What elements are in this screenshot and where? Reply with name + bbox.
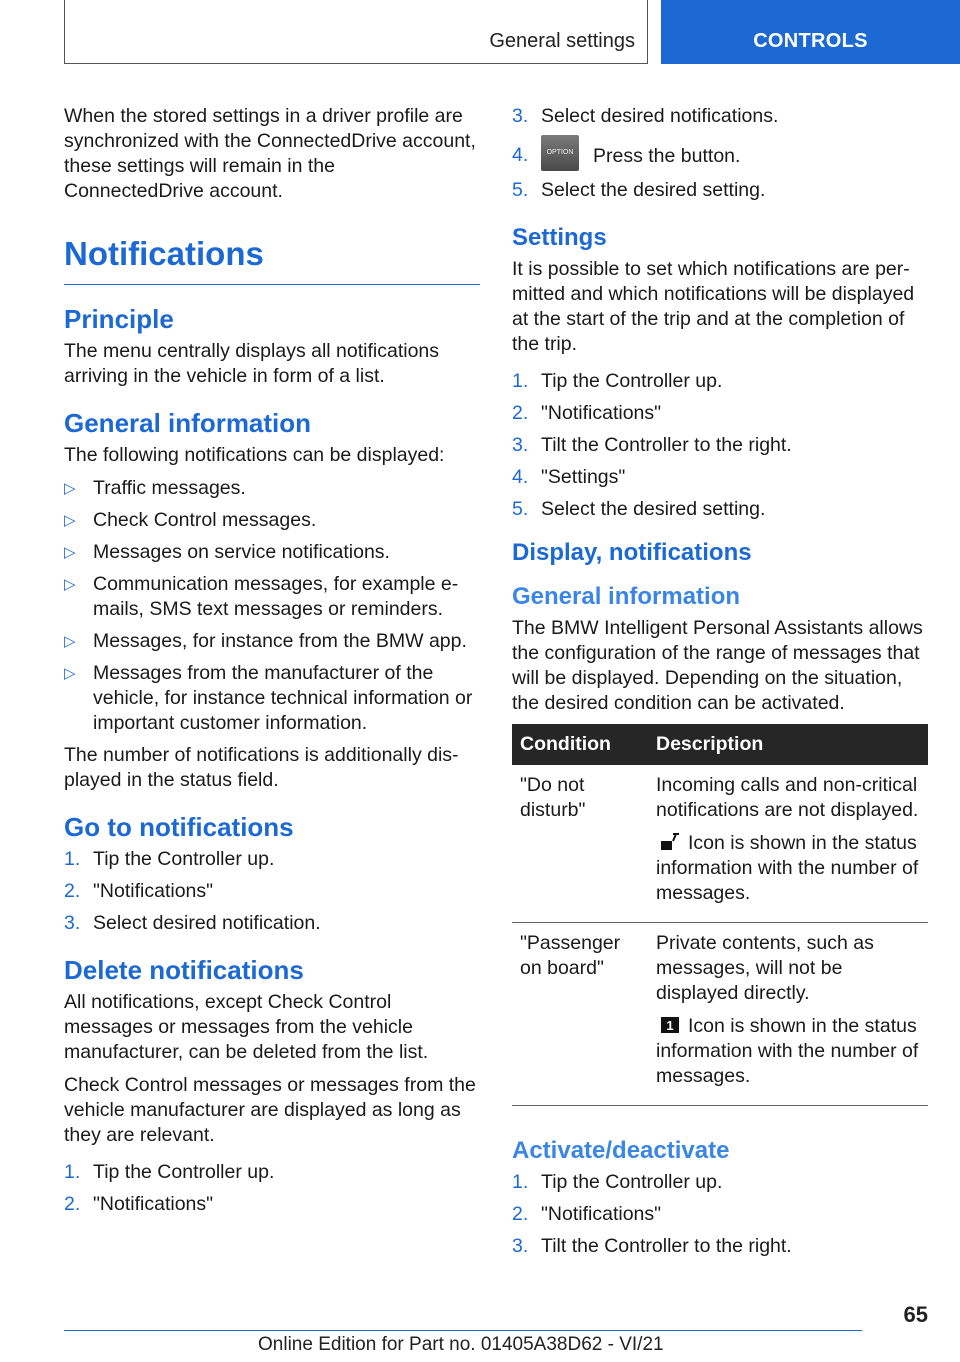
list-item: 5. Select the desired setting. bbox=[512, 498, 766, 520]
notification-types-list bbox=[64, 476, 480, 736]
list-item: ▷ Traffic messages. bbox=[64, 477, 246, 499]
chapter-tab-label: CONTROLS bbox=[753, 30, 868, 52]
list-item: ▷ Messages, for instance from the BMW app. bbox=[64, 630, 467, 652]
settings-heading: Settings bbox=[512, 224, 607, 251]
settings-text: It is possible to set which notifications are permitted and which notifications will be displayed at the start of the trip and at the completion of the trip. bbox=[512, 258, 915, 355]
section-title: General settings bbox=[489, 30, 635, 52]
count-text: The number of notifications is additionally displayed in the status field. bbox=[64, 744, 459, 791]
goto-notifications-heading: Go to notifications bbox=[64, 812, 294, 842]
goto-steps-list bbox=[64, 847, 480, 936]
description-cell: Private contents, such as messages, will not be displayed directly. 1 Icon is shown in the status information with the number of messages. bbox=[648, 923, 928, 1106]
list-item: ▷ Messages on service notifications. bbox=[64, 541, 390, 563]
list-item: 2. "Notifications" bbox=[512, 1203, 662, 1225]
left-column bbox=[64, 104, 480, 1224]
list-item: 3. Select desired notification. bbox=[64, 912, 321, 934]
delete-steps-list bbox=[64, 1160, 480, 1217]
do-not-disturb-icon bbox=[660, 833, 680, 851]
right-column bbox=[512, 104, 930, 1266]
list-item: 1. Tip the Controller up. bbox=[64, 1161, 275, 1183]
list-item: 5. Select the desired setting. bbox=[512, 179, 766, 201]
list-item: 3. Tilt the Controller to the right. bbox=[512, 1235, 792, 1257]
list-item: 4. OPTION Press the button. bbox=[512, 143, 930, 171]
bullet-icon: ▷ bbox=[64, 544, 76, 561]
list-item: 2. "Notifications" bbox=[512, 402, 662, 424]
list-item: ▷ Messages from the manufacturer of the vehicle, for instance technical information or important customer information. bbox=[64, 662, 473, 734]
page-number: 65 bbox=[903, 1302, 928, 1327]
header-section-box bbox=[64, 0, 648, 64]
bullet-icon: ▷ bbox=[64, 576, 76, 593]
list-item: 4. "Settings" bbox=[512, 466, 626, 488]
principle-heading: Principle bbox=[64, 304, 174, 334]
bullet-icon: ▷ bbox=[64, 633, 76, 650]
footer-divider bbox=[64, 1330, 862, 1331]
conditions-table bbox=[512, 724, 928, 1106]
delete-text-2: Check Control messages or messages from the vehicle manufacturer are displayed as long as they are relevant. bbox=[64, 1074, 476, 1146]
delete-text-1: All notifications, except Check Control messages or messages from the vehicle manufacturer, can be deleted from the list. bbox=[64, 991, 429, 1063]
activate-deactivate-heading: Activate/deactivate bbox=[512, 1137, 730, 1164]
condition-cell: "Passenger on board" bbox=[512, 923, 648, 1106]
settings-steps-list bbox=[512, 369, 930, 522]
display-notifications-heading: Display, notifications bbox=[512, 539, 752, 566]
continued-steps-list bbox=[512, 104, 930, 203]
svg-text:1: 1 bbox=[666, 1018, 674, 1033]
general-info-heading: General information bbox=[64, 408, 312, 438]
description-cell: Incoming calls and non-critical notifications are not displayed. Icon is shown in the status information with the number of messages. bbox=[648, 765, 928, 923]
list-item: 3. Tilt the Controller to the right. bbox=[512, 434, 792, 456]
list-item: ▷ Check Control messages. bbox=[64, 509, 317, 531]
display-general-text: The BMW Intelligent Personal Assistants allows the configuration of the range of messages that will be displayed. Depending on the situation, the desired condition can be activated. bbox=[512, 617, 923, 714]
bullet-icon: ▷ bbox=[64, 665, 76, 682]
bullet-icon: ▷ bbox=[64, 512, 76, 529]
column-header-description: Description bbox=[648, 724, 928, 765]
principle-text: The menu centrally displays all notifications arriving in the vehicle in form of a list. bbox=[64, 340, 440, 387]
intro-paragraph: When the stored settings in a driver profile are synchronized with the ConnectedDrive account, these settings will remain in the ConnectedDrive account. bbox=[64, 105, 476, 202]
option-button-icon: OPTION bbox=[541, 135, 579, 171]
chapter-tab bbox=[661, 0, 960, 64]
table-row bbox=[512, 765, 928, 923]
list-item: ▷ Communication messages, for example e-mails, SMS text messages or reminders. bbox=[64, 573, 459, 620]
general-info-text: The following notifications can be displayed: bbox=[64, 444, 445, 466]
notifications-heading: Notifications bbox=[64, 234, 480, 285]
footer-edition: Online Edition for Part no. 01405A38D62 - VI/21 bbox=[258, 1334, 664, 1355]
list-item: 2. "Notifications" bbox=[64, 880, 214, 902]
display-general-info-heading: General information bbox=[512, 583, 741, 610]
delete-notifications-heading: Delete notifications bbox=[64, 955, 304, 985]
activate-steps-list bbox=[512, 1170, 930, 1259]
list-item: 1. Tip the Controller up. bbox=[64, 848, 275, 870]
table-row bbox=[512, 923, 928, 1106]
bullet-icon: ▷ bbox=[64, 480, 76, 497]
list-item: 2. "Notifications" bbox=[64, 1193, 214, 1215]
passenger-on-board-icon bbox=[660, 1016, 680, 1034]
condition-cell: "Do not disturb" bbox=[512, 765, 648, 923]
list-item: 1. Tip the Controller up. bbox=[512, 370, 723, 392]
list-item: 3. Select desired notifications. bbox=[512, 105, 779, 127]
list-item: 1. Tip the Controller up. bbox=[512, 1171, 723, 1193]
column-header-condition: Condition bbox=[512, 724, 648, 765]
